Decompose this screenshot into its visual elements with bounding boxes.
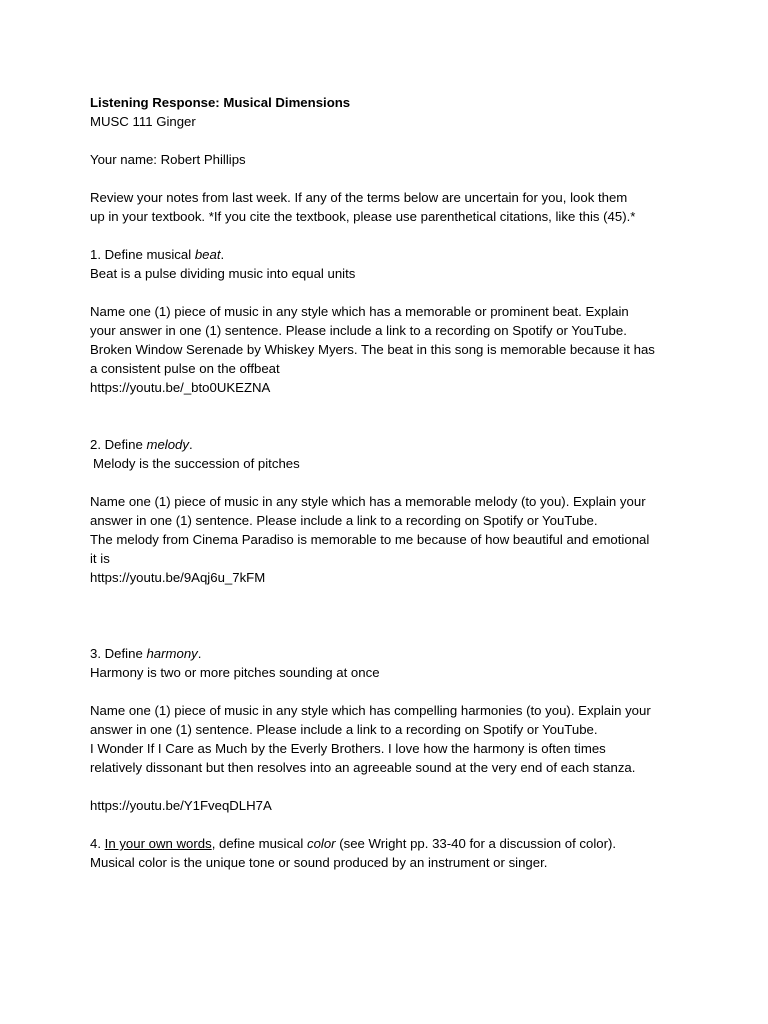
- q1-suffix: .: [220, 247, 225, 262]
- spacer: [90, 682, 690, 701]
- q1-answer: Beat is a pulse dividing music into equal units: [90, 266, 356, 281]
- spacer: [90, 169, 690, 188]
- q3-prefix: 3. Define: [90, 646, 147, 661]
- spacer: [90, 283, 690, 302]
- q4-heading: [90, 834, 690, 853]
- q1-prefix: 1. Define musical: [90, 247, 195, 262]
- spacer: [90, 587, 690, 625]
- q1-prompt-line-2: your answer in one (1) sentence. Please include a link to a recording on Spotify or YouTube.: [90, 323, 627, 338]
- spacer: [90, 625, 690, 644]
- q3-term: harmony: [146, 646, 198, 661]
- q2-response-line-1: The melody from Cinema Paradiso is memorable to me because of how beautiful and emotional: [90, 532, 650, 547]
- q1-response-line-1: Broken Window Serenade by Whiskey Myers. The beat in this song is memorable because it has: [90, 342, 655, 357]
- spacer: [90, 131, 690, 150]
- q4-prefix: 4.: [90, 836, 105, 851]
- course-label: MUSC 111 Ginger: [90, 114, 196, 129]
- q1-term: beat: [194, 247, 221, 262]
- q2-suffix: .: [188, 437, 193, 452]
- document-title: Listening Response: Musical Dimensions: [90, 95, 351, 110]
- q2-answer: Melody is the succession of pitches: [93, 456, 300, 471]
- q3-answer: Harmony is two or more pitches sounding at once: [90, 665, 380, 680]
- q3-prompt-line-1: Name one (1) piece of music in any style which has compelling harmonies (to you). Explain your: [90, 703, 651, 718]
- spacer: [90, 226, 690, 245]
- q1-link[interactable]: https://youtu.be/_bto0UKEZNA: [90, 380, 271, 395]
- q2-response-line-2: it is: [90, 551, 110, 566]
- q2-term: melody: [146, 437, 189, 452]
- spacer: [90, 473, 690, 492]
- q1-heading: [90, 245, 690, 264]
- q2-prompt-line-2: answer in one (1) sentence. Please include a link to a recording on Spotify or YouTube.: [90, 513, 598, 528]
- q1-response-line-2: a consistent pulse on the offbeat: [90, 361, 280, 376]
- q3-link[interactable]: https://youtu.be/Y1FveqDLH7A: [90, 798, 272, 813]
- q2-heading: [90, 435, 690, 454]
- q2-prefix: 2. Define: [90, 437, 147, 452]
- q4-middle: , define musical: [211, 836, 307, 851]
- q3-heading: [90, 644, 690, 663]
- document-body: [90, 93, 690, 872]
- q2-link[interactable]: https://youtu.be/9Aqj6u_7kFM: [90, 570, 266, 585]
- q3-response-line-1: I Wonder If I Care as Much by the Everly Brothers. I love how the harmony is often times: [90, 741, 606, 756]
- q4-term: color: [306, 836, 336, 851]
- q4-underlined-phrase: In your own words: [104, 836, 212, 851]
- q3-response-line-2: relatively dissonant but then resolves into an agreeable sound at the very end of each stanza.: [90, 760, 636, 775]
- intro-line-2: up in your textbook. *If you cite the textbook, please use parenthetical citations, like this (45).*: [90, 209, 636, 224]
- q3-suffix: .: [197, 646, 202, 661]
- spacer: [90, 815, 690, 834]
- q1-prompt-line-1: Name one (1) piece of music in any style which has a memorable or prominent beat. Explain: [90, 304, 629, 319]
- q4-suffix: (see Wright pp. 33-40 for a discussion of color).: [335, 836, 617, 851]
- q3-prompt-line-2: answer in one (1) sentence. Please include a link to a recording on Spotify or YouTube.: [90, 722, 598, 737]
- q4-answer: Musical color is the unique tone or sound produced by an instrument or singer.: [90, 855, 548, 870]
- spacer: [90, 397, 690, 435]
- q2-prompt-line-1: Name one (1) piece of music in any style which has a memorable melody (to you). Explain your: [90, 494, 646, 509]
- spacer: [90, 777, 690, 796]
- intro-line-1: Review your notes from last week. If any of the terms below are uncertain for you, look them: [90, 190, 628, 205]
- student-name-line: Your name: Robert Phillips: [90, 152, 246, 167]
